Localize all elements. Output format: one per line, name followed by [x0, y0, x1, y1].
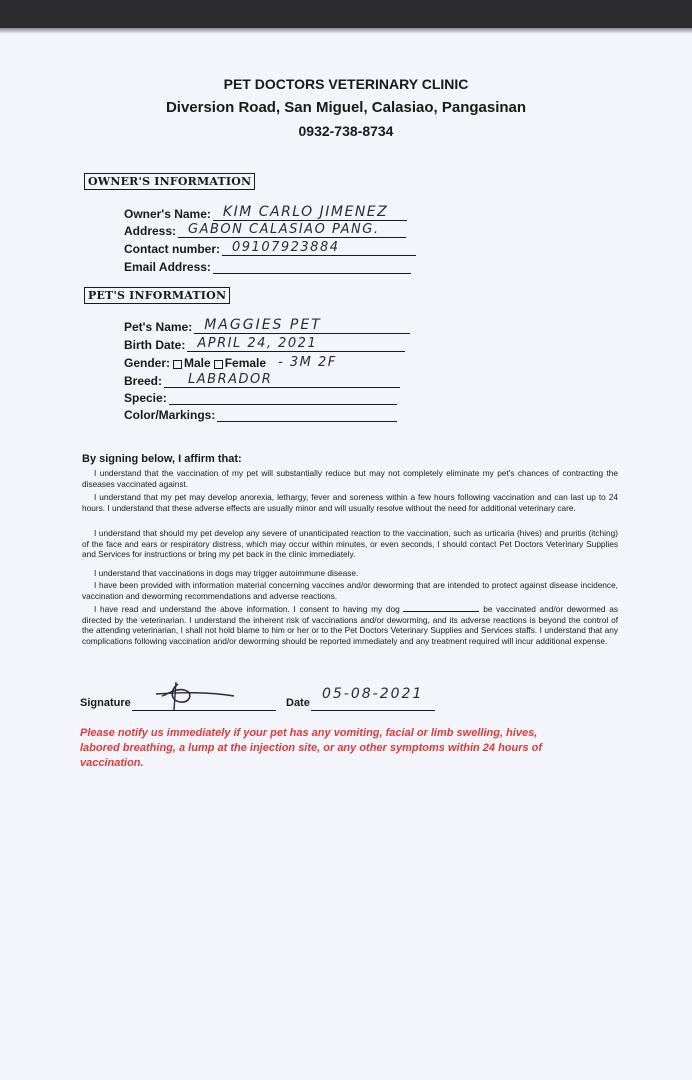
affirm-paragraph-6: [82, 604, 618, 646]
affirm-text-4: I understand that vaccinations in dogs may trigger autoimmune disease.: [94, 568, 359, 578]
affirm-paragraph-4: [82, 568, 618, 579]
notice-text: Please notify us immediately if your pet has any vomiting, facial or limb swelling, hives, labored breathing, a lump at the injection site, or any other symptoms within 24 hours of vaccination.: [80, 727, 543, 769]
birth-date-field: [124, 336, 405, 352]
signature-label: Signature: [80, 697, 131, 709]
affirm-title: By signing below, I affirm that:: [82, 453, 242, 465]
contact-field: [124, 240, 416, 256]
signature-mark: [150, 680, 240, 714]
breed-line[interactable]: [164, 372, 400, 388]
address-line[interactable]: [178, 222, 406, 238]
color-label: Color/Markings:: [124, 408, 216, 422]
affirm-paragraph-5: [82, 580, 618, 601]
pet-section-label: PET'S INFORMATION: [84, 287, 230, 304]
affirm-text-6a: I have read and understand the above information. I consent to having my dog: [94, 604, 400, 614]
email-line[interactable]: [213, 258, 411, 274]
contact-label: Contact number:: [124, 242, 220, 256]
color-line[interactable]: [217, 406, 397, 422]
scan-edge: [0, 0, 692, 28]
clinic-address: Diversion Road, San Miguel, Calasiao, Pangasinan: [165, 99, 527, 116]
gender-note: - 3M 2F: [278, 355, 337, 370]
contact-value: 09107923884: [232, 240, 340, 255]
clinic-name: PET DOCTORS VETERINARY CLINIC: [223, 76, 469, 92]
affirm-paragraph-2: [82, 492, 618, 513]
female-label: Female: [224, 356, 267, 370]
male-label: Male: [184, 356, 211, 370]
date-value: 05-08-2021: [322, 686, 424, 702]
specie-label: Specie:: [124, 391, 167, 405]
affirm-paragraph-3: [82, 528, 618, 560]
owner-name-value: KIM CARLO JIMENEZ: [222, 204, 389, 220]
specie-line[interactable]: [169, 389, 397, 405]
specie-field: [124, 389, 397, 405]
breed-field: [124, 372, 400, 388]
email-field: [124, 258, 411, 274]
address-field: [124, 222, 406, 238]
date-label: Date: [286, 697, 310, 709]
pet-name-line[interactable]: [194, 318, 410, 334]
male-checkbox[interactable]: [173, 360, 182, 369]
affirm-text-2: I understand that my pet may develop anorexia, lethargy, fever and soreness within a few hours following vaccination and can last up to 24 hours. I understand that these adverse effects are usually minor and will usually resolve without the need for additional veterinary care.: [82, 492, 618, 513]
address-label: Address:: [124, 224, 177, 238]
owner-name-line[interactable]: [213, 205, 407, 221]
owner-name-field: [124, 205, 407, 221]
gender-field: [124, 354, 337, 370]
birth-date-line[interactable]: [187, 336, 405, 352]
pet-name-label: Pet's Name:: [124, 320, 193, 334]
breed-label: Breed:: [124, 374, 163, 388]
female-checkbox[interactable]: [214, 360, 223, 369]
affirm-text-5: I have been provided with information material concerning vaccines and/or deworming that are intended to protect against disease incidence, vaccination and deworming recommendations and adverse reactions.: [82, 580, 618, 601]
address-value: GABON CALASIAO PANG.: [188, 222, 380, 237]
affirm-text-1: I understand that the vaccination of my pet will substantially reduce but may not completely eliminate my pet's chances of contracting the diseases vaccinated against.: [82, 468, 618, 489]
pet-name-field: [124, 318, 410, 334]
affirm-text-3: I understand that should my pet develop any severe of unanticipated reaction to the vaccination, such as urticaria (hives) and pruritis (itching) of the face and ears or respiratory distress, which may occur within minutes, or even seconds, I should contact Pet Doctors Veterinary Supplies and Services for instructions or bring my pet back in the clinic immediately.: [82, 528, 618, 560]
birth-date-label: Birth Date:: [124, 338, 186, 352]
owner-section-label: OWNER'S INFORMATION: [84, 173, 255, 190]
date-line[interactable]: [311, 710, 435, 711]
color-field: [124, 406, 397, 422]
affirm-paragraph-1: [82, 468, 618, 489]
contact-line[interactable]: [222, 240, 416, 256]
pet-name-value: MAGGIES PET: [204, 317, 322, 333]
breed-value: LABRADOR: [188, 372, 273, 387]
gender-label: Gender:: [124, 356, 171, 370]
email-label: Email Address:: [124, 260, 211, 274]
affirm-text-6b: be vaccinated and/or dewormed as directed by the veterinarian. I understand the inherent risk of vaccinations and/or deworming, and its adverse reactions is beyond the control of the attending veterinarian, I shall not hold blame to him or her or to the Pet Doctors Veterinary Supplies and Services staffs. I understand that any complications following vaccination and/or deworming should be reported immediately and any treatment required will incur additional expense.: [82, 604, 619, 646]
dog-name-blank[interactable]: [403, 611, 479, 612]
owner-name-label: Owner's Name:: [124, 207, 211, 221]
clinic-phone: 0932-738-8734: [298, 123, 394, 139]
birth-date-value: APRIL 24, 2021: [197, 336, 318, 351]
